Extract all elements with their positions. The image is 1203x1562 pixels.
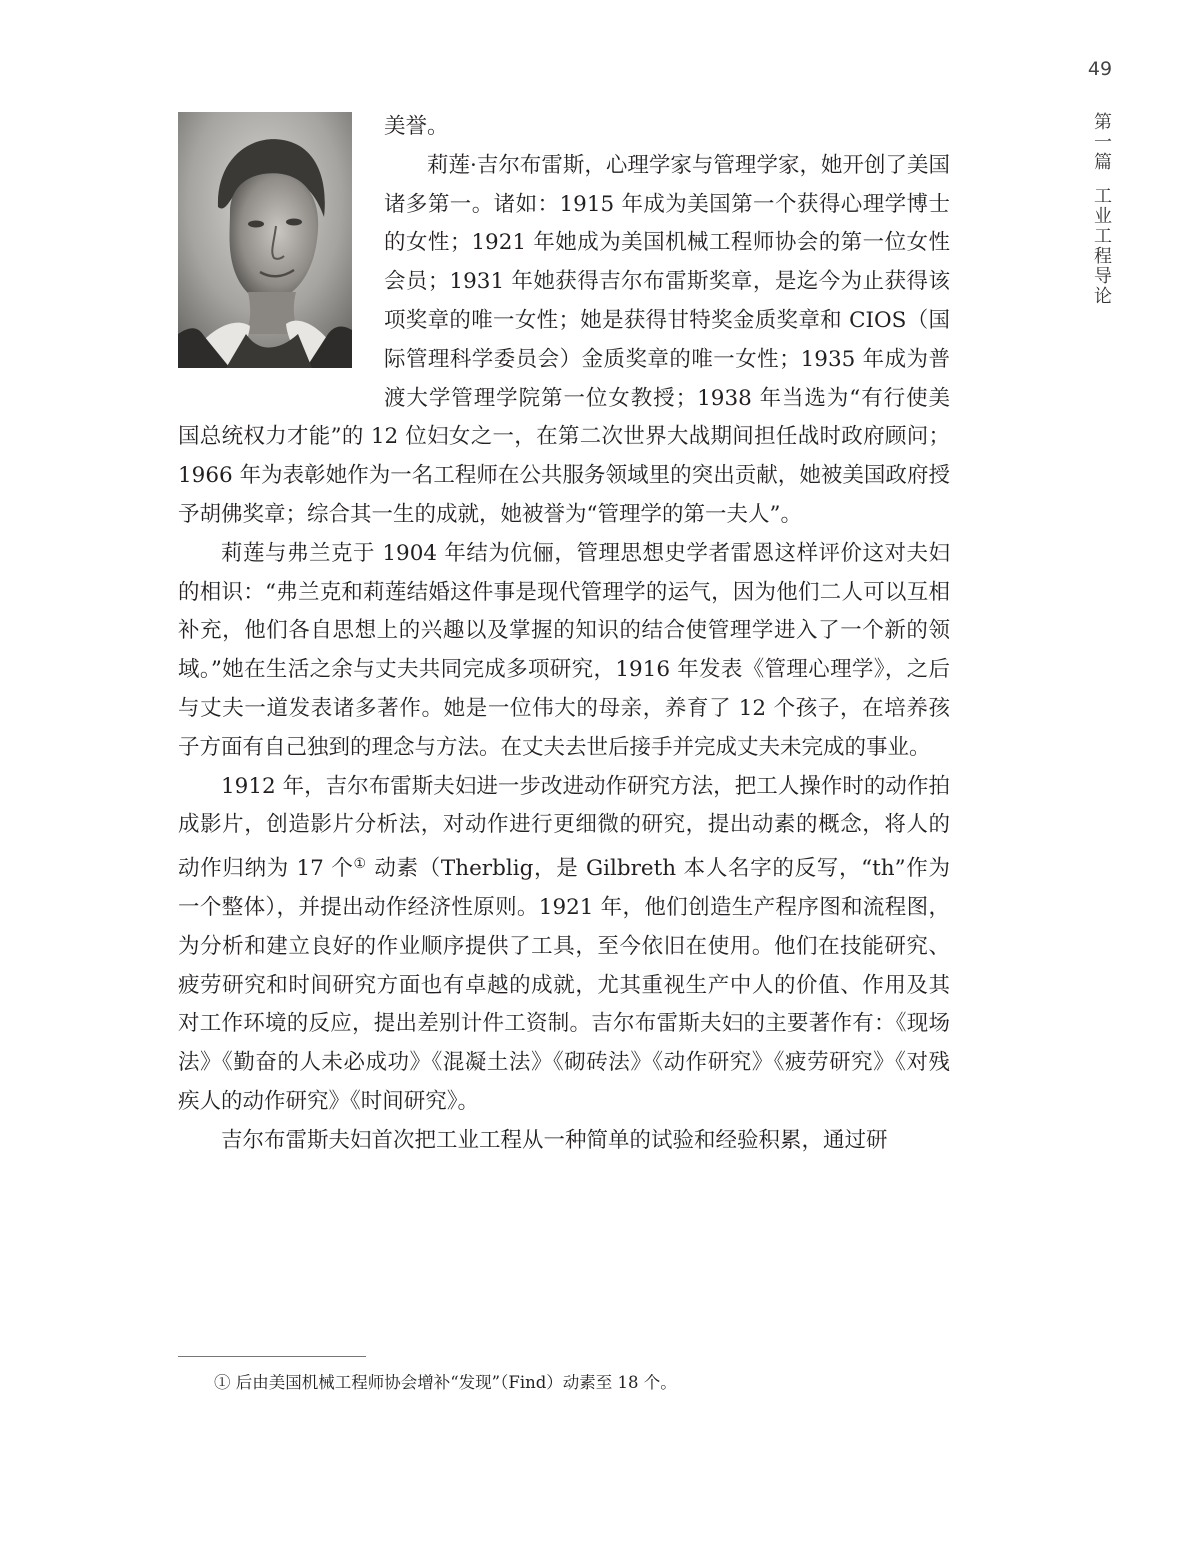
running-header bbox=[1086, 112, 1116, 306]
paragraph-motion-study bbox=[178, 768, 950, 1122]
footnote-text: ① 后由美国机械工程师协会增补“发现”（Find）动素至 18 个。 bbox=[214, 1373, 677, 1392]
running-header-title: 工业工程导论 bbox=[1091, 186, 1112, 306]
paragraph-lillian-biography: 莉莲·吉尔布雷斯，心理学家与管理学家，她开创了美国诸多第一。诸如：1915 年成为美国第一个获得心理学博士的女性；1921 年她成为美国机械工程师协会的第一位女性会员；1931 年她获得吉尔布雷斯奖章，是迄今为止获得该项奖章的唯一女性；她是获得甘特奖金质奖章和 CIOS（国际管理科学委员会）金质奖章的唯一女性；1935 年成为普渡大学管理学院第一位女教授；1938 年当选为“有行使美国总统权力才能”的 12 位妇女之一，在第二次世界大战期间担任战时政府顾问；1966 年为表彰她作为一名工程师在公共服务领域里的突出贡献，她被美国政府授予胡佛奖章；综合其一生的成就，她被誉为“管理学的第一夫人”。 bbox=[178, 152, 950, 527]
footnote-divider bbox=[178, 1356, 366, 1357]
image-wrap-spacer bbox=[178, 108, 384, 380]
running-header-part: 第一篇 bbox=[1091, 112, 1112, 172]
footnote-reference[interactable]: ① bbox=[353, 856, 367, 873]
paragraph-motion-study-part2: 动素（Therblig，是 Gilbreth 本人名字的反写，“th”作为一个整体），并提出动作经济性原则。1921 年，他们创造生产程序图和流程图，为分析和建立良好的作业顺序提供了工具，至今依旧在使用。他们在技能研究、疲劳研究和时间研究方面也有卓越的成就，尤其重视生产中人的价值、作用及其对工作环境的反应，提出差别计件工资制。吉尔布雷斯夫妇的主要著作有：《现场法》《勤奋的人未必成功》《混凝土法》《砌砖法》《动作研究》《疲劳研究》《对残疾人的动作研究》《时间研究》。 bbox=[178, 856, 950, 1114]
paragraph-continuation: 美誉。 bbox=[384, 114, 449, 139]
paragraph-motion-study-part1: 1912 年，吉尔布雷斯夫妇进一步改进动作研究方法，把工人操作时的动作拍成影片，创造影片分析法，对动作进行更细微的研究，提出动素的概念，将人的动作归纳为 17 个 bbox=[178, 773, 950, 882]
article-body bbox=[178, 108, 950, 1161]
paragraph-marriage: 莉莲与弗兰克于 1904 年结为伉俪，管理思想史学者雷恩这样评价这对夫妇的相识：“弗兰克和莉莲结婚这件事是现代管理学的运气，因为他们二人可以互相补充，他们各自思想上的兴趣以及掌握的知识的结合使管理学进入了一个新的领域。”她在生活之余与丈夫共同完成多项研究，1916 年发表《管理心理学》，之后与丈夫一道发表诸多著作。她是一位伟大的母亲，养育了 12 个孩子，在培养孩子方面有自己独到的理念与方法。在丈夫去世后接手并完成丈夫未完成的事业。 bbox=[178, 540, 950, 760]
page-number: 49 bbox=[1087, 58, 1113, 80]
paragraph-industrial-engineering: 吉尔布雷斯夫妇首次把工业工程从一种简单的试验和经验积累，通过研 bbox=[221, 1127, 888, 1153]
